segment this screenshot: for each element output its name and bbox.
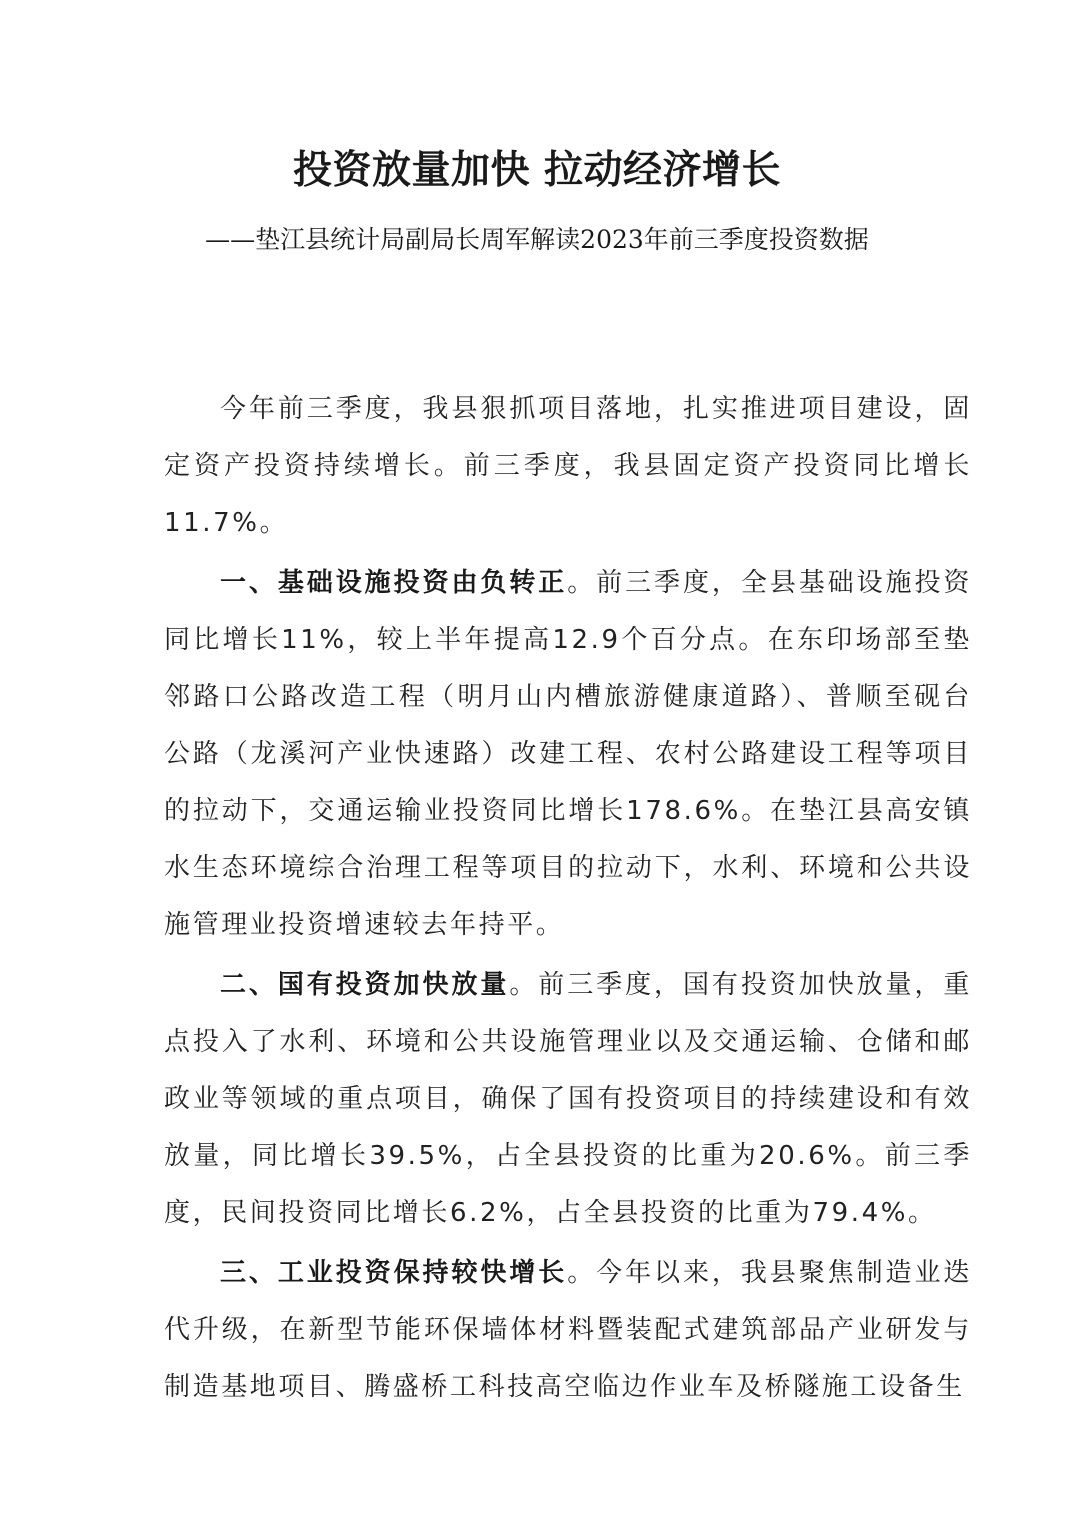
paragraph-text: 今年前三季度，我县狠抓项目落地，扎实推进项目建设，固定资产投资持续增长。前三季度，我县固定资产投资同比增长11.7%。 (164, 394, 972, 538)
paragraph-text: 。今年以来，我县聚焦制造业迭代升级，在新型节能环保墙体材料暨装配式建筑部品产业研发与制造基地项目、腾盛桥工科技高空临边作业车及桥隧施工设备生 (164, 1258, 972, 1402)
paragraph-infrastructure (164, 555, 972, 954)
section-heading-state-investment: 二、国有投资加快放量 (220, 970, 510, 1000)
document-subtitle: ——垫江县统计局副局长周军解读2023年前三季度投资数据 (205, 225, 869, 254)
paragraph-text: 。前三季度，全县基础设施投资同比增长11%，较上半年提高12.9个百分点。在东印场部至垫邻路口公路改造工程（明月山内槽旅游健康道路）、普顺至砚台公路（龙溪河产业快速路）改建工程、农村公路建设工程等项目的拉动下，交通运输业投资同比增长178.6%。在垫江县高安镇水生态环境综合治理工程等项目的拉动下，水利、环境和公共设施管理业投资增速较去年持平。 (164, 568, 972, 940)
section-heading-infrastructure: 一、基础设施投资由负转正 (220, 568, 568, 598)
paragraph-intro (164, 381, 972, 552)
document-title: 投资放量加快 拉动经济增长 (292, 147, 782, 193)
section-heading-industrial-investment: 三、工业投资保持较快增长 (220, 1258, 568, 1288)
paragraph-industrial-investment (164, 1245, 972, 1416)
paragraph-state-investment (164, 957, 972, 1242)
document-body (164, 381, 972, 1416)
paragraph-text: 。前三季度，国有投资加快放量，重点投入了水利、环境和公共设施管理业以及交通运输、仓储和邮政业等领域的重点项目，确保了国有投资项目的持续建设和有效放量，同比增长39.5%，占全县投资的比重为20.6%。前三季度，民间投资同比增长6.2%，占全县投资的比重为79.4%。 (164, 970, 972, 1228)
